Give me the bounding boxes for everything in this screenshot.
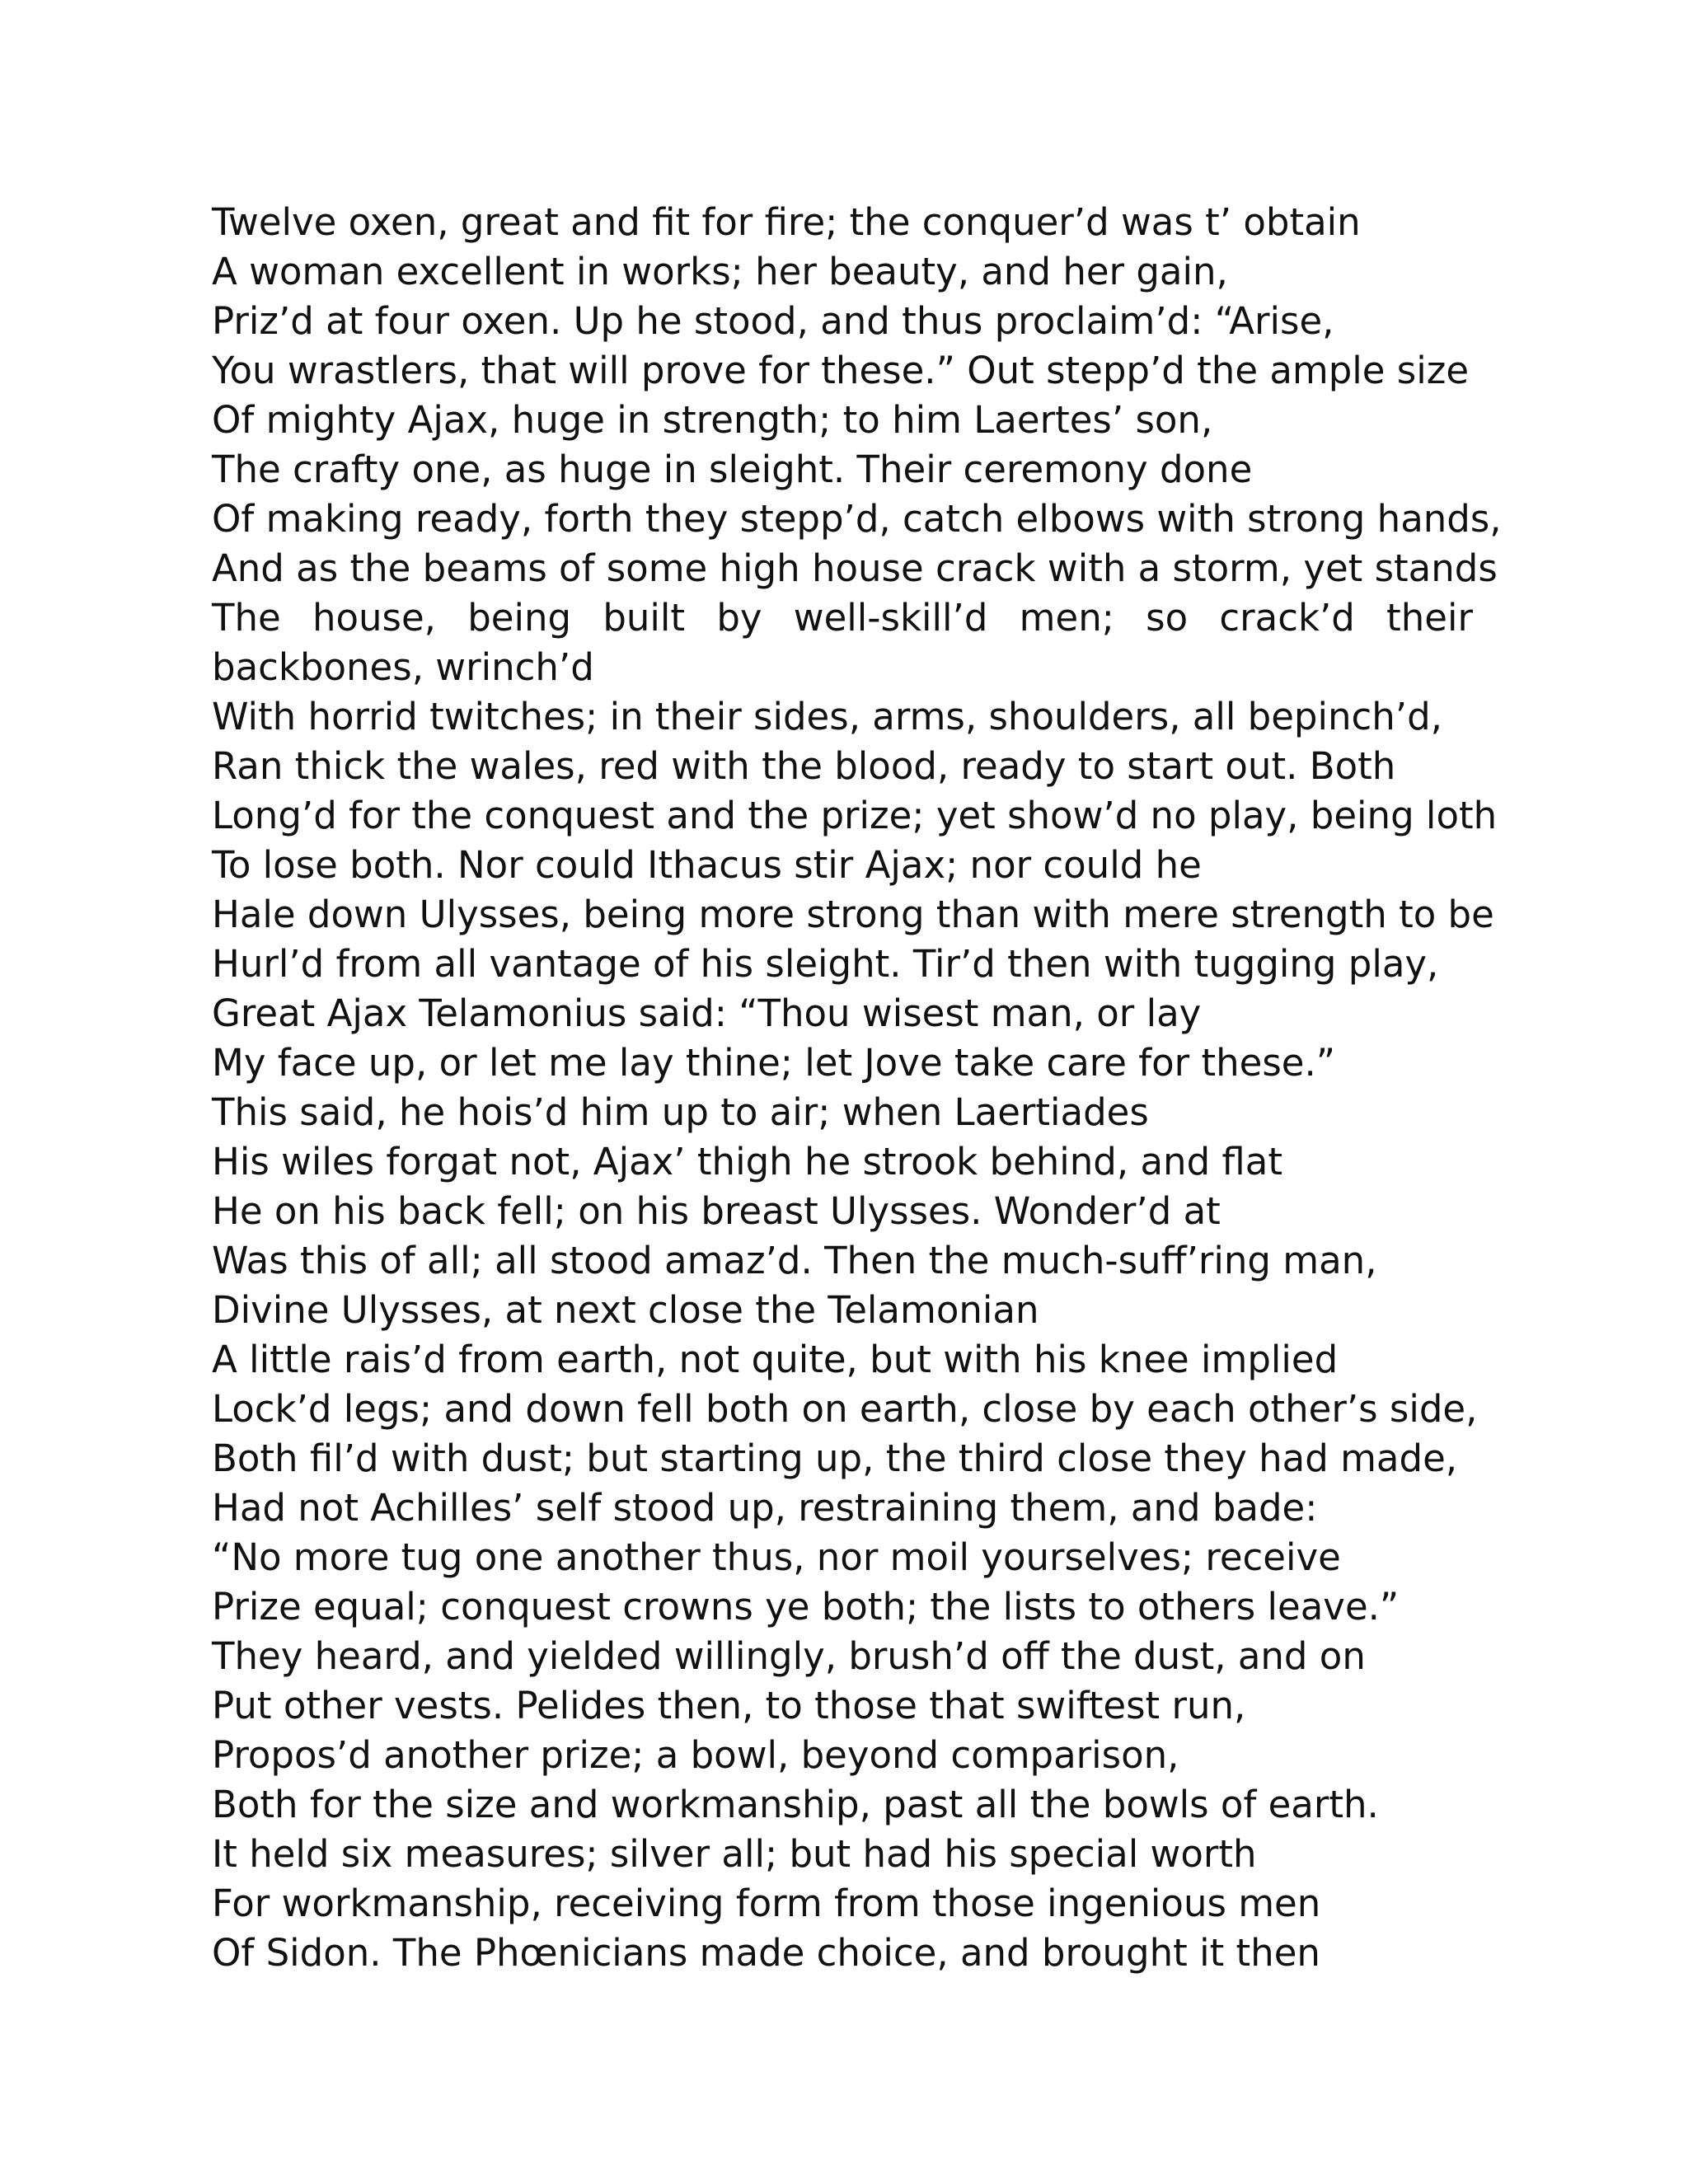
poem-line: Hurl’d from all vantage of his sleight. Tir’d then with tugging play, (212, 942, 1439, 986)
poem-line: The house, being built by well-skill’d men; so crack’d their (212, 596, 1473, 640)
poem-line: Hale down Ulysses, being more strong than with mere strength to be (212, 893, 1494, 936)
poem-line: Of mighty Ajax, huge in strength; to him Laertes’ son, (212, 398, 1213, 442)
poem-line: My face up, or let me lay thine; let Jove take care for these.” (212, 1041, 1336, 1085)
poem-line: “No more tug one another thus, nor moil yourselves; receive (212, 1535, 1341, 1579)
poem-line: It held six measures; silver all; but had his special worth (212, 1832, 1257, 1876)
poem-line: Had not Achilles’ self stood up, restraining them, and bade: (212, 1486, 1318, 1530)
poem-line: Twelve oxen, great and fit for fire; the conquer’d was t’ obtain (212, 200, 1361, 244)
poem-line: Was this of all; all stood amaz’d. Then the much-suff’ring man, (212, 1239, 1377, 1282)
poem-line: A little rais’d from earth, not quite, but with his knee implied (212, 1338, 1339, 1381)
poem-line: A woman excellent in works; her beauty, and her gain, (212, 250, 1228, 293)
poem-line: They heard, and yielded willingly, brush’d off the dust, and on (212, 1634, 1366, 1678)
poem-line: Both for the size and workmanship, past all the bowls of earth. (212, 1783, 1379, 1826)
poem-line: The crafty one, as huge in sleight. Their ceremony done (212, 448, 1253, 491)
poem-line: To lose both. Nor could Ithacus stir Ajax; nor could he (212, 843, 1202, 887)
poem-line: Of making ready, forth they stepp’d, catch elbows with strong hands, (212, 497, 1502, 541)
poem-line: backbones, wrinch’d (212, 645, 594, 689)
poem-line: Divine Ulysses, at next close the Telamonian (212, 1288, 1039, 1332)
poem-line: With horrid twitches; in their sides, arms, shoulders, all bepinch’d, (212, 695, 1442, 738)
poem-line: Propos’d another prize; a bowl, beyond comparison, (212, 1733, 1179, 1777)
poem-line: His wiles forgat not, Ajax’ thigh he strook behind, and flat (212, 1140, 1283, 1183)
poem-line: You wrastlers, that will prove for these.” Out stepp’d the ample size (212, 349, 1470, 392)
poem-line: And as the beams of some high house crack with a storm, yet stands (212, 546, 1498, 590)
poem-line: He on his back fell; on his breast Ulysses. Wonder’d at (212, 1189, 1221, 1233)
poem-line: Put other vests. Pelides then, to those that swiftest run, (212, 1684, 1246, 1727)
poem-line: Great Ajax Telamonius said: “Thou wisest man, or lay (212, 991, 1202, 1035)
poem-line: Both fil’d with dust; but starting up, the third close they had made, (212, 1436, 1458, 1480)
poem-line: For workmanship, receiving form from those ingenious men (212, 1882, 1321, 1925)
poem-line: Ran thick the wales, red with the blood, ready to start out. Both (212, 744, 1396, 788)
poem-line: Prize equal; conquest crowns ye both; the lists to others leave.” (212, 1585, 1400, 1629)
poem-line: Long’d for the conquest and the prize; yet show’d no play, being loth (212, 794, 1498, 837)
poem-text (212, 198, 1502, 1978)
poem-line: Lock’d legs; and down fell both on earth, close by each other’s side, (212, 1387, 1478, 1431)
poem-line: Priz’d at four oxen. Up he stood, and thus proclaim’d: “Arise, (212, 299, 1334, 343)
poem-line: Of Sidon. The Phœnicians made choice, and brought it then (212, 1931, 1320, 1975)
poem-line: This said, he hois’d him up to air; when Laertiades (212, 1090, 1149, 1134)
